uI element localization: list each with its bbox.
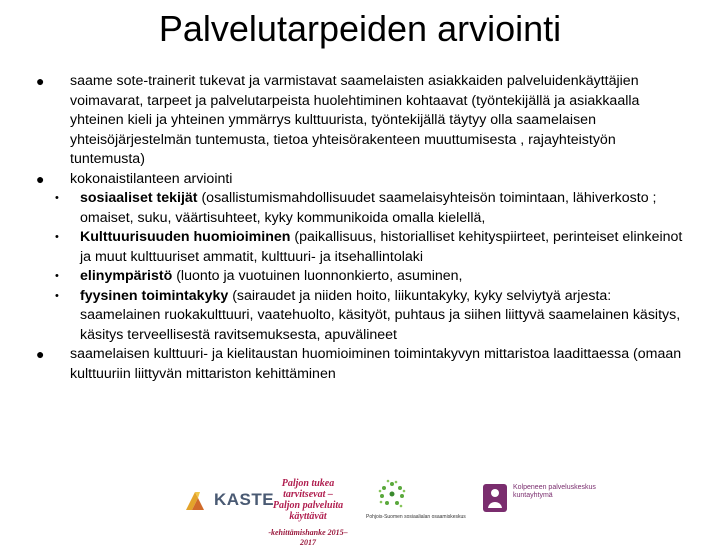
sub-item-heading: fyysinen toimintakyky — [80, 287, 229, 304]
bullet-text: saame sote-trainerit tukevat ja varmistavat saamelaisten asiakkaiden palveluidenkäyttäjien voimavarat, tarpeet ja palvelutarpeista huolehtiminen kohtaavat (työntekijällä ja asiakkaalla yhteinen kieli ja yhteinen ymmärrys kulttuurista, työntekijällä täytyy olla saamelaisen yhteisöjärjestelmän tuntemusta, tietoa yhteisörakenteen muuttumisesta , rajayhteistyön tuntemusta) — [70, 73, 640, 167]
bullet-dot-icon: ● — [36, 170, 45, 187]
kaste-logo — [184, 486, 275, 514]
sub-list-item — [36, 228, 686, 267]
sub-item-text: (luonto ja vuotuinen luonnonkierto, asuminen, — [172, 268, 463, 284]
paljon-line-3: -kehittämishanke 2015–2017 — [268, 528, 348, 547]
kp-mark-icon — [481, 482, 509, 514]
paljon-line-2: Paljon palveluita käyttävät — [272, 500, 344, 522]
sub-list-item — [36, 287, 686, 346]
sub-bullet-icon: • — [55, 270, 59, 282]
sub-item-heading: elinympäristö — [80, 268, 173, 284]
sub-bullet-icon: • — [55, 192, 59, 204]
pskoske-logo-text: Pohjois-Suomen sosiaalialan osaamiskeskus — [366, 514, 466, 520]
sub-item-text: (sairaudet ja niiden hoito, liikuntakyky, kyky selviytyä arjesta: saamelainen ruokakulttuuri, vaatehuolto, käsityöt, puhtaus ja siihen liittyvä saamelainen käsitys, käsitys terveellisestä ravitsemuksesta, apuvälineet — [80, 287, 681, 343]
bullet-dot-icon: ● — [36, 346, 45, 362]
sub-item-text: (paikallisuus, historialliset kehityspiirteet, perinteiset elinkeinot ja muut kulttuuriset ammatit, kulttuuri- ja itsehallintolaki — [80, 229, 683, 265]
sub-item-text: (osallistumismahdollisuudet saamelaisyhteisön toimintaan, lähiverkosto ; omaiset, suku, väärtisuhteet, kyky kommunikoida omalla kielellä, — [80, 190, 657, 226]
paljon-line-1: Paljon tukea tarvitsevat – — [281, 478, 335, 500]
sub-item-heading: Kulttuurisuuden huomioiminen — [80, 229, 291, 245]
sub-item-heading: sosiaaliset tekijät — [80, 190, 198, 206]
sub-list-item — [36, 267, 686, 287]
kaste-mark-icon — [184, 490, 206, 512]
sub-bullet-icon: • — [55, 231, 59, 243]
bullet-text: kokonaistilanteen arviointi — [70, 170, 233, 187]
list-item — [36, 345, 686, 384]
slide-title: Palvelutarpeiden arviointi — [158, 8, 562, 49]
sub-bullet-icon: • — [55, 289, 59, 302]
bullet-list — [36, 72, 686, 384]
list-item — [36, 72, 686, 170]
kaste-logo-text: KASTE — [214, 490, 275, 509]
paljon-project-logo — [268, 478, 348, 547]
bullet-text: saamelaisen kulttuuri- ja kielitaustan huomioiminen toimintakyvyn mittaristoa laadittaessa (omaan kulttuuriin liittyvän mittariston kehittäminen — [70, 346, 682, 382]
logo-strip — [176, 478, 626, 547]
list-item — [36, 170, 686, 190]
pskoske-logo — [366, 478, 476, 528]
sub-list-item — [36, 189, 686, 228]
bullet-dot-icon: ● — [36, 73, 45, 89]
kp-logo — [481, 480, 621, 524]
kp-logo-text: Kolpeneen palveluskeskus kuntayhtymä — [513, 484, 596, 499]
pskoske-mark-icon — [376, 478, 408, 510]
